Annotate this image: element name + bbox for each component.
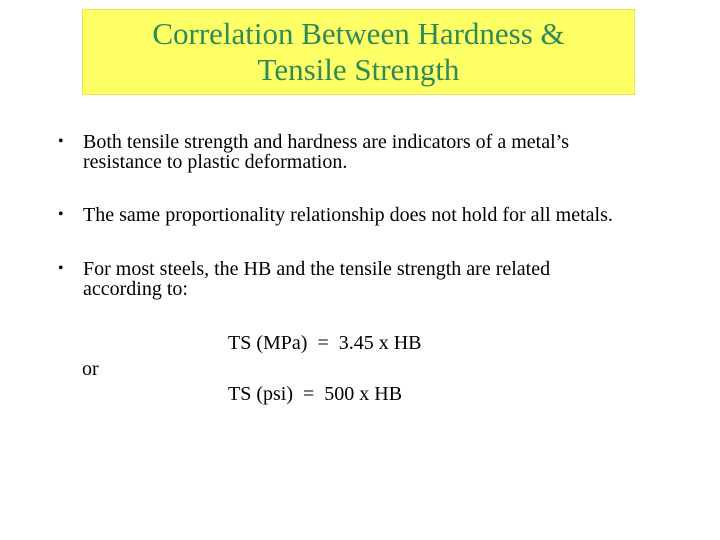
bullet-text (83, 259, 550, 299)
bullet-marker: • (58, 133, 64, 150)
bullet-text-line: resistance to plastic deformation. (83, 151, 348, 173)
bullet-text-line: For most steels, the HB and the tensile strength are related (83, 258, 551, 280)
bullet-text-line: The same proportionality relationship does not hold for all metals. (83, 204, 613, 226)
formula-psi: TS (psi) = 500 x HB (228, 383, 403, 405)
bullet-marker: • (58, 206, 64, 223)
title-banner (82, 9, 635, 95)
slide-title-line-1: Correlation Between Hardness & (152, 16, 565, 51)
bullet-marker: • (58, 260, 64, 277)
bullet-text (83, 205, 613, 225)
bullet-text (83, 132, 569, 172)
slide-title-line-2: Tensile Strength (257, 52, 460, 87)
or-connector: or (82, 358, 99, 380)
bullet-text-line: Both tensile strength and hardness are indicators of a metal’s (83, 131, 569, 153)
bullet-text-line: according to: (83, 278, 188, 300)
formula-mpa: TS (MPa) = 3.45 x HB (228, 332, 422, 354)
